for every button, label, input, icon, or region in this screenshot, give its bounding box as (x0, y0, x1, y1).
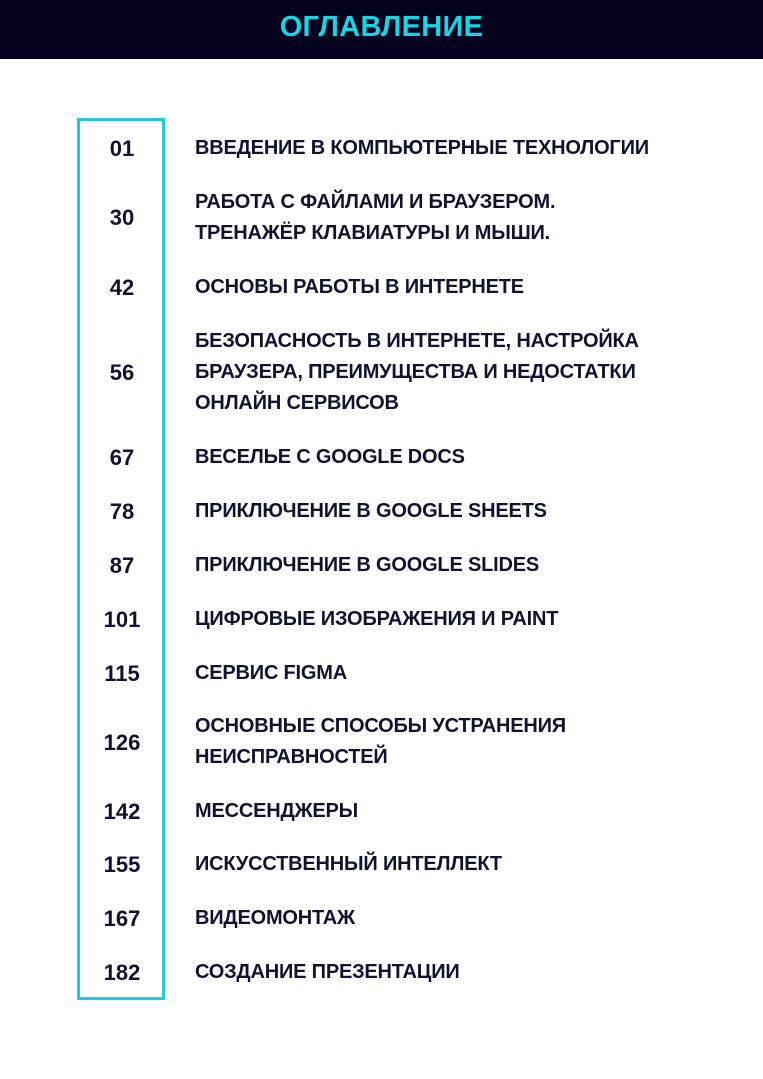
toc-chapter-title: МЕССЕНДЖЕРЫ (195, 800, 359, 822)
toc-page-number: 101 (103, 607, 141, 632)
toc-chapter-title: БЕЗОПАСНОСТЬ В ИНТЕРНЕТЕ, НАСТРОЙКА БРАУЗЕРА, ПРЕИМУЩЕСТВА И НЕДОСТАТКИ ОНЛАЙН СЕРВИСОВ (195, 330, 639, 414)
toc-chapter-title: ВИДЕОМОНТАЖ (195, 907, 355, 929)
toc-chapter-title: СЕРВИС FIGMA (195, 662, 347, 684)
page-title: ОГЛАВЛЕНИЕ (279, 11, 484, 43)
toc-page-number: 01 (109, 136, 135, 161)
toc-page-number: 167 (103, 906, 141, 931)
toc-page-number: 56 (109, 360, 135, 385)
toc-chapter-title: ЦИФРОВЫЕ ИЗОБРАЖЕНИЯ И PAINT (195, 608, 559, 630)
toc-chapter-title: СОЗДАНИЕ ПРЕЗЕНТАЦИИ (195, 961, 460, 983)
toc-chapter-title: РАБОТА С ФАЙЛАМИ И БРАУЗЕРОМ. ТРЕНАЖЁР КЛАВИАТУРЫ И МЫШИ. (195, 191, 556, 244)
toc-page-number: 182 (103, 960, 141, 985)
toc-page-number: 126 (103, 730, 141, 755)
toc-page-number: 142 (103, 799, 141, 824)
toc-chapter-title: ВВЕДЕНИЕ В КОМПЬЮТЕРНЫЕ ТЕХНОЛОГИИ (195, 137, 649, 159)
toc-page-number: 155 (103, 852, 141, 877)
toc-chapter-title: ОСНОВНЫЕ СПОСОБЫ УСТРАНЕНИЯ НЕИСПРАВНОСТЕЙ (195, 715, 566, 768)
toc-page-number: 30 (109, 205, 135, 230)
toc-page-number: 115 (104, 661, 140, 686)
toc-chapter-title: ПРИКЛЮЧЕНИЕ В GOOGLE SLIDES (195, 554, 539, 576)
toc-page-number: 67 (109, 445, 135, 470)
toc-chapter-title: ОСНОВЫ РАБОТЫ В ИНТЕРНЕТЕ (195, 276, 524, 298)
toc-page-number: 87 (109, 553, 135, 578)
toc-chapter-title: ВЕСЕЛЬЕ С GOOGLE DOCS (195, 446, 465, 468)
toc-page-number: 42 (109, 275, 135, 300)
toc-chapter-title: ИСКУССТВЕННЫЙ ИНТЕЛЛЕКТ (195, 853, 502, 875)
toc-page-number: 78 (109, 499, 135, 524)
toc-chapter-title: ПРИКЛЮЧЕНИЕ В GOOGLE SHEETS (195, 500, 547, 522)
